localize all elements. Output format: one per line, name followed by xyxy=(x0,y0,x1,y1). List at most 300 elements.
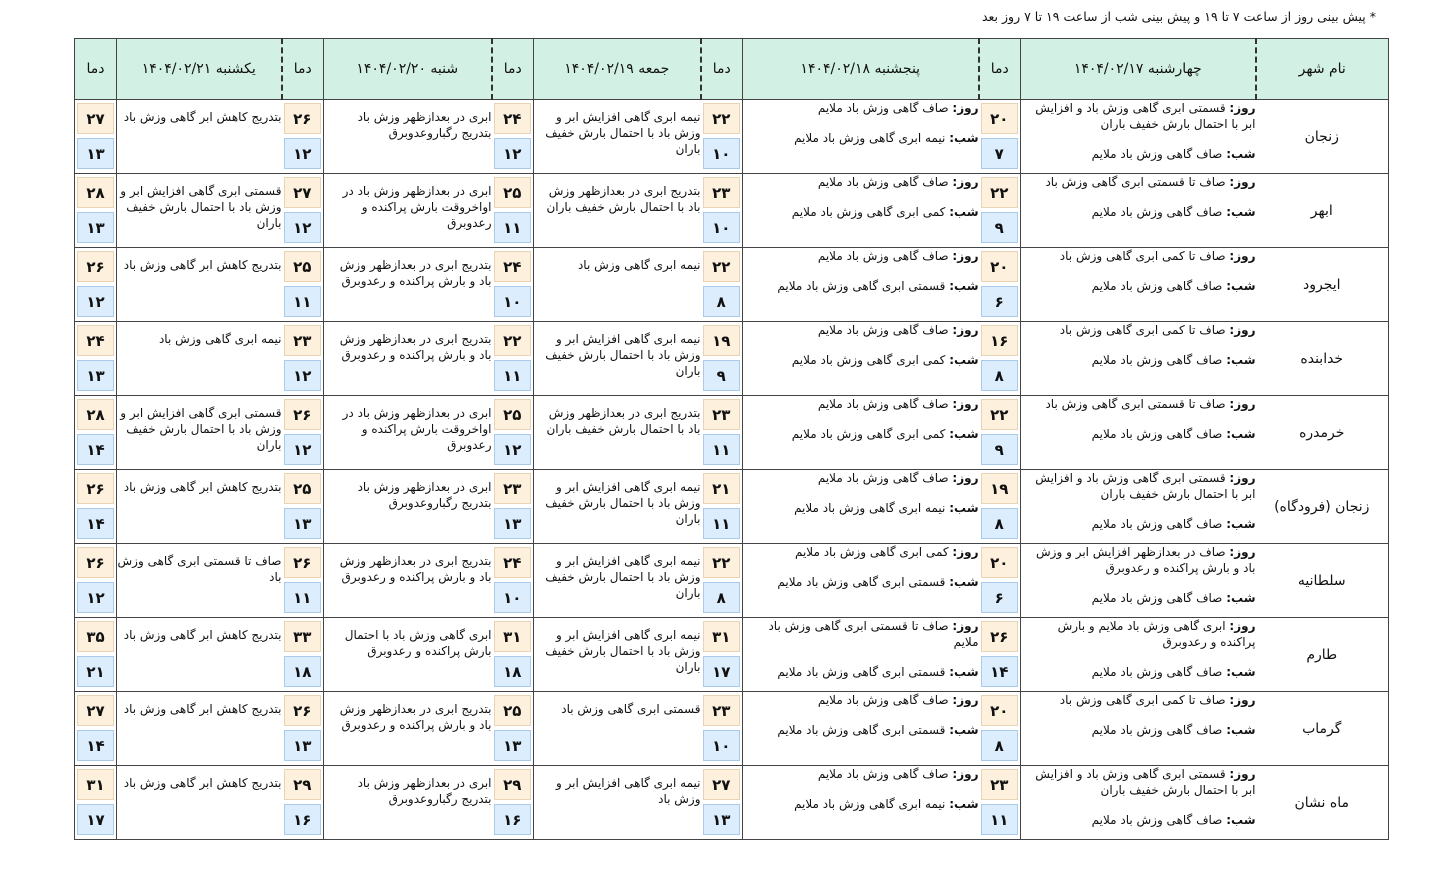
max-temp: ۲۳ xyxy=(284,325,322,356)
temp-box xyxy=(701,396,743,469)
day-label: روز: xyxy=(952,397,979,411)
temp-box xyxy=(492,544,534,617)
night-label: شب: xyxy=(1226,517,1256,531)
day-text: صاف تا کمی ابری گاهی وزش باد xyxy=(1059,249,1226,263)
city-name: طارم xyxy=(1256,618,1389,692)
min-temp: ۱۰ xyxy=(703,730,741,761)
min-temp: ۹ xyxy=(703,360,741,391)
forecast-text: بتدریج کاهش ابر گاهی وزش باد xyxy=(117,692,282,766)
min-temp: ۱۶ xyxy=(284,804,322,835)
forecast-text: قسمتی ابری گاهی افزایش ابر و وزش باد با احتمال بارش خفیف باران xyxy=(117,174,282,248)
max-temp: ۲۵ xyxy=(494,695,532,726)
day-text: صاف گاهی وزش باد ملایم xyxy=(817,693,949,707)
min-temp: ۶ xyxy=(981,582,1019,613)
forecast-text: ابری در بعدازظهر وزش باد بتدریج رگباروعدوبرق xyxy=(324,766,492,840)
forecast-day-night xyxy=(743,174,979,248)
forecast-text: ابری گاهی وزش باد با احتمال بارش پراکنده و رعدوبرق xyxy=(324,618,492,692)
city-name: ابهر xyxy=(1256,174,1389,248)
temp-cell xyxy=(282,618,324,692)
city-name: ایجرود xyxy=(1256,248,1389,322)
temp-cell xyxy=(492,766,534,840)
temp-box xyxy=(492,174,534,247)
day-forecast xyxy=(743,100,979,116)
temp-cell xyxy=(492,248,534,322)
day-text: صاف تا قسمتی ابری گاهی وزش باد xyxy=(1045,175,1226,189)
forecast-text: بتدریج کاهش ابر گاهی وزش باد xyxy=(117,618,282,692)
forecast-text: نیمه ابری گاهی افزایش ابر و وزش باد با احتمال بارش خفیف باران xyxy=(534,322,701,396)
temp-box xyxy=(492,470,534,543)
night-forecast xyxy=(1021,352,1256,368)
temp-box xyxy=(75,396,116,469)
min-temp: ۱۴ xyxy=(77,730,114,761)
max-temp: ۲۶ xyxy=(77,473,114,504)
night-text: نیمه ابری گاهی وزش باد ملایم xyxy=(794,501,946,515)
temp-cell xyxy=(979,470,1021,544)
min-temp: ۱۴ xyxy=(77,434,114,465)
temp-cell xyxy=(701,692,743,766)
forecast-day-night xyxy=(1021,692,1256,766)
night-forecast xyxy=(743,130,979,146)
night-forecast xyxy=(743,352,979,368)
night-text: قسمتی ابری گاهی وزش باد ملایم xyxy=(777,575,946,589)
max-temp: ۲۱ xyxy=(703,473,741,504)
temp-cell xyxy=(282,322,324,396)
city-row xyxy=(75,100,1389,174)
temp-cell xyxy=(75,174,117,248)
day-forecast xyxy=(1021,248,1256,264)
temp-cell xyxy=(282,470,324,544)
max-temp: ۲۰ xyxy=(981,103,1019,134)
temp-cell xyxy=(492,618,534,692)
day-forecast xyxy=(743,470,979,486)
night-label: شب: xyxy=(1226,279,1256,293)
min-temp: ۱۳ xyxy=(284,508,322,539)
max-temp: ۳۵ xyxy=(77,621,114,652)
min-temp: ۱۰ xyxy=(703,212,741,243)
max-temp: ۳۱ xyxy=(77,769,114,800)
temp-box xyxy=(979,766,1021,839)
max-temp: ۲۸ xyxy=(77,177,114,208)
day-label: روز: xyxy=(952,767,979,781)
temp-cell xyxy=(492,100,534,174)
night-text: صاف گاهی وزش باد ملایم xyxy=(1091,517,1223,531)
forecast-day-night xyxy=(1021,322,1256,396)
min-temp: ۸ xyxy=(981,360,1019,391)
city-row xyxy=(75,396,1389,470)
max-temp: ۲۷ xyxy=(703,769,741,800)
temp-cell xyxy=(979,322,1021,396)
forecast-day-night xyxy=(1021,470,1256,544)
day-header-2: پنجشنبه ۱۴۰۴/۰۲/۱۸ xyxy=(743,39,979,100)
forecast-day-night xyxy=(743,470,979,544)
night-text: نیمه ابری گاهی وزش باد ملایم xyxy=(794,131,946,145)
day-text: صاف تا کمی ابری گاهی وزش باد xyxy=(1059,323,1226,337)
temp-box xyxy=(701,692,743,765)
temp-box xyxy=(979,174,1021,247)
day-label: روز: xyxy=(952,619,979,633)
temp-cell xyxy=(282,544,324,618)
temp-box xyxy=(75,100,116,173)
temp-cell xyxy=(979,544,1021,618)
city-name: ماه نشان xyxy=(1256,766,1389,840)
temp-cell xyxy=(282,396,324,470)
max-temp: ۳۱ xyxy=(494,621,532,652)
min-temp: ۱۱ xyxy=(494,212,532,243)
forecast-day-night xyxy=(1021,174,1256,248)
temp-box xyxy=(75,618,116,691)
temp-box xyxy=(492,766,534,839)
min-temp: ۹ xyxy=(981,434,1019,465)
night-label: شب: xyxy=(949,797,979,811)
night-text: صاف گاهی وزش باد ملایم xyxy=(1091,723,1223,737)
night-text: کمی ابری گاهی وزش باد ملایم xyxy=(791,427,946,441)
day-label: روز: xyxy=(1229,101,1256,115)
night-label: شب: xyxy=(1226,813,1256,827)
day-text: قسمتی ابری گاهی وزش باد و افزایش ابر با احتمال بارش خفیف باران xyxy=(1035,471,1256,501)
max-temp: ۳۳ xyxy=(284,621,322,652)
max-temp: ۲۲ xyxy=(703,251,741,282)
temp-box xyxy=(979,322,1021,395)
temp-cell xyxy=(701,248,743,322)
max-temp: ۲۳ xyxy=(981,769,1019,800)
min-temp: ۱۲ xyxy=(284,138,322,169)
temp-box xyxy=(75,544,116,617)
temp-box xyxy=(701,248,743,321)
day-text: ابری گاهی وزش باد ملایم و بارش پراکنده و رعدوبرق xyxy=(1057,619,1256,649)
city-name: گرماب xyxy=(1256,692,1389,766)
night-label: شب: xyxy=(949,665,979,679)
max-temp: ۲۳ xyxy=(703,695,741,726)
temp-box xyxy=(282,100,324,173)
day-forecast xyxy=(1021,322,1256,338)
forecast-text: نیمه ابری گاهی افزایش ابر و وزش باد با احتمال بارش خفیف باران xyxy=(534,544,701,618)
min-temp: ۱۲ xyxy=(77,286,114,317)
night-text: صاف گاهی وزش باد ملایم xyxy=(1091,665,1223,679)
day-text: صاف گاهی وزش باد ملایم xyxy=(817,249,949,263)
max-temp: ۲۶ xyxy=(284,399,322,430)
forecast-day-night xyxy=(743,322,979,396)
city-row xyxy=(75,248,1389,322)
forecast-text: نیمه ابری گاهی وزش باد xyxy=(117,322,282,396)
max-temp: ۲۶ xyxy=(77,547,114,578)
temp-cell xyxy=(701,322,743,396)
night-forecast xyxy=(1021,516,1256,532)
max-temp: ۲۰ xyxy=(981,251,1019,282)
night-forecast xyxy=(743,574,979,590)
max-temp: ۲۶ xyxy=(284,695,322,726)
temp-box xyxy=(492,100,534,173)
temp-cell xyxy=(701,618,743,692)
temp-cell xyxy=(492,470,534,544)
temp-box xyxy=(282,618,324,691)
day-forecast xyxy=(1021,470,1256,502)
temp-box xyxy=(282,322,324,395)
night-label: شب: xyxy=(949,427,979,441)
min-temp: ۱۳ xyxy=(703,804,741,835)
forecast-time-note: * پیش بینی روز از ساعت ۷ تا ۱۹ و پیش بینی شب از ساعت ۱۹ تا ۷ روز بعد xyxy=(981,9,1376,24)
temp-box xyxy=(701,766,743,839)
day-forecast xyxy=(743,618,979,650)
night-forecast xyxy=(1021,722,1256,738)
temp-box xyxy=(75,174,116,247)
forecast-day-night xyxy=(743,766,979,840)
min-temp: ۱۲ xyxy=(494,434,532,465)
day-forecast xyxy=(1021,766,1256,798)
max-temp: ۲۶ xyxy=(981,621,1019,652)
min-temp: ۷ xyxy=(981,138,1019,169)
forecast-text: نیمه ابری گاهی وزش باد xyxy=(534,248,701,322)
temp-cell xyxy=(979,248,1021,322)
temp-cell xyxy=(75,544,117,618)
min-temp: ۱۳ xyxy=(284,730,322,761)
temp-cell xyxy=(979,766,1021,840)
max-temp: ۲۵ xyxy=(284,473,322,504)
city-row xyxy=(75,544,1389,618)
forecast-text: ابری در بعدازظهر وزش باد در اواخروقت بارش پراکنده و رعدوبرق xyxy=(324,396,492,470)
day-forecast xyxy=(1021,544,1256,576)
max-temp: ۲۲ xyxy=(981,177,1019,208)
night-forecast xyxy=(743,664,979,680)
day-text: قسمتی ابری گاهی وزش باد و افزایش ابر با احتمال بارش خفیف باران xyxy=(1035,767,1256,797)
temp-cell xyxy=(701,766,743,840)
temp-box xyxy=(701,544,743,617)
day-forecast xyxy=(743,544,979,560)
temp-header-3: دما xyxy=(492,39,534,100)
temp-box xyxy=(75,692,116,765)
min-temp: ۱۴ xyxy=(981,656,1019,687)
min-temp: ۱۳ xyxy=(77,212,114,243)
forecast-day-night xyxy=(743,100,979,174)
min-temp: ۱۶ xyxy=(494,804,532,835)
city-row xyxy=(75,322,1389,396)
max-temp: ۲۲ xyxy=(703,547,741,578)
max-temp: ۲۲ xyxy=(494,325,532,356)
temp-cell xyxy=(492,396,534,470)
forecast-text: بتدریج ابری در بعدازظهر وزش باد با احتمال بارش خفیف باران xyxy=(534,396,701,470)
temp-cell xyxy=(492,692,534,766)
min-temp: ۶ xyxy=(981,286,1019,317)
temp-cell xyxy=(282,766,324,840)
night-label: شب: xyxy=(1226,591,1256,605)
day-forecast xyxy=(743,248,979,264)
day-text: کمی ابری گاهی وزش باد ملایم xyxy=(794,545,949,559)
day-forecast xyxy=(1021,396,1256,412)
forecast-day-night xyxy=(1021,100,1256,174)
min-temp: ۱۰ xyxy=(494,582,532,613)
forecast-text: بتدریج کاهش ابر گاهی وزش باد xyxy=(117,248,282,322)
forecast-text: قسمتی ابری گاهی افزایش ابر و وزش باد با احتمال بارش خفیف باران xyxy=(117,396,282,470)
day-label: روز: xyxy=(1229,545,1256,559)
day-forecast xyxy=(743,692,979,708)
day-forecast xyxy=(1021,692,1256,708)
temp-cell xyxy=(75,248,117,322)
night-forecast xyxy=(743,426,979,442)
day-header-5: یکشنبه ۱۴۰۴/۰۲/۲۱ xyxy=(117,39,282,100)
temp-header-2: دما xyxy=(701,39,743,100)
night-forecast xyxy=(743,278,979,294)
day-label: روز: xyxy=(1229,619,1256,633)
min-temp: ۱۲ xyxy=(284,360,322,391)
temp-cell xyxy=(492,322,534,396)
night-label: شب: xyxy=(1226,427,1256,441)
night-label: شب: xyxy=(1226,665,1256,679)
min-temp: ۱۰ xyxy=(703,138,741,169)
night-forecast xyxy=(1021,204,1256,220)
temp-cell xyxy=(701,396,743,470)
forecast-text: ابری در بعدازظهر وزش باد بتدریج رگباروعدوبرق xyxy=(324,470,492,544)
temp-box xyxy=(979,544,1021,617)
max-temp: ۲۴ xyxy=(494,547,532,578)
forecast-text: بتدریج ابری در بعدازظهر وزش باد و بارش پراکنده و رعدوبرق xyxy=(324,248,492,322)
temp-cell xyxy=(75,100,117,174)
forecast-day-night xyxy=(1021,544,1256,618)
max-temp: ۲۸ xyxy=(77,399,114,430)
night-forecast xyxy=(743,796,979,812)
day-header-4: شنبه ۱۴۰۴/۰۲/۲۰ xyxy=(324,39,492,100)
night-text: صاف گاهی وزش باد ملایم xyxy=(1091,591,1223,605)
day-text: صاف تا کمی ابری گاهی وزش باد xyxy=(1059,693,1226,707)
temp-cell xyxy=(701,544,743,618)
max-temp: ۲۷ xyxy=(77,103,114,134)
min-temp: ۸ xyxy=(981,730,1019,761)
min-temp: ۱۰ xyxy=(494,286,532,317)
forecast-day-night xyxy=(743,396,979,470)
min-temp: ۱۲ xyxy=(284,212,322,243)
day-label: روز: xyxy=(952,249,979,263)
min-temp: ۸ xyxy=(703,582,741,613)
min-temp: ۱۱ xyxy=(284,582,322,613)
temp-cell xyxy=(492,544,534,618)
max-temp: ۲۴ xyxy=(494,251,532,282)
day-text: صاف گاهی وزش باد ملایم xyxy=(817,767,949,781)
temp-box xyxy=(701,618,743,691)
forecast-day-night xyxy=(1021,396,1256,470)
temp-box xyxy=(282,174,324,247)
min-temp: ۲۱ xyxy=(77,656,114,687)
city-name: زنجان xyxy=(1256,100,1389,174)
day-forecast xyxy=(1021,174,1256,190)
night-label: شب: xyxy=(1226,147,1256,161)
night-label: شب: xyxy=(949,131,979,145)
forecast-text: بتدریج ابری در بعدازظهر وزش باد و بارش پراکنده و رعدوبرق xyxy=(324,544,492,618)
min-temp: ۱۲ xyxy=(494,138,532,169)
day-label: روز: xyxy=(952,693,979,707)
max-temp: ۲۳ xyxy=(703,399,741,430)
day-text: صاف گاهی وزش باد ملایم xyxy=(817,397,949,411)
day-forecast xyxy=(743,396,979,412)
forecast-day-night xyxy=(1021,766,1256,840)
day-header-3: جمعه ۱۴۰۴/۰۲/۱۹ xyxy=(534,39,701,100)
day-text: قسمتی ابری گاهی وزش باد و افزایش ابر با احتمال بارش خفیف باران xyxy=(1035,101,1256,131)
temp-box xyxy=(75,766,116,839)
day-label: روز: xyxy=(952,471,979,485)
min-temp: ۱۳ xyxy=(77,138,114,169)
night-label: شب: xyxy=(949,279,979,293)
night-label: شب: xyxy=(949,205,979,219)
forecast-text: نیمه ابری گاهی افزایش ابر و وزش باد با احتمال بارش خفیف باران xyxy=(534,100,701,174)
max-temp: ۲۷ xyxy=(77,695,114,726)
temp-cell xyxy=(282,100,324,174)
max-temp: ۲۲ xyxy=(981,399,1019,430)
max-temp: ۱۹ xyxy=(981,473,1019,504)
max-temp: ۲۵ xyxy=(494,177,532,208)
day-forecast xyxy=(1021,100,1256,132)
max-temp: ۲۵ xyxy=(494,399,532,430)
day-text: صاف گاهی وزش باد ملایم xyxy=(817,101,949,115)
max-temp: ۱۹ xyxy=(703,325,741,356)
day-text: صاف در بعدازظهر افزایش ابر و وزش باد و بارش پراکنده و رعدوبرق xyxy=(1036,545,1256,575)
min-temp: ۱۷ xyxy=(77,804,114,835)
forecast-table xyxy=(74,38,1389,840)
night-text: کمی ابری گاهی وزش باد ملایم xyxy=(791,205,946,219)
temp-box xyxy=(701,100,743,173)
max-temp: ۲۳ xyxy=(703,177,741,208)
night-forecast xyxy=(1021,664,1256,680)
temp-box xyxy=(282,544,324,617)
forecast-text: ابری در بعدازظهر وزش باد بتدریج رگباروعدوبرق xyxy=(324,100,492,174)
night-forecast xyxy=(1021,278,1256,294)
min-temp: ۱۲ xyxy=(77,582,114,613)
temp-box xyxy=(492,248,534,321)
forecast-day-night xyxy=(743,618,979,692)
min-temp: ۱۲ xyxy=(284,434,322,465)
max-temp: ۲۶ xyxy=(77,251,114,282)
night-forecast xyxy=(1021,426,1256,442)
night-label: شب: xyxy=(1226,353,1256,367)
temp-box xyxy=(979,470,1021,543)
temp-cell xyxy=(282,174,324,248)
forecast-text: بتدریج ابری در بعدازظهر وزش باد و بارش پراکنده و رعدوبرق xyxy=(324,322,492,396)
temp-box xyxy=(282,470,324,543)
forecast-day-night xyxy=(743,692,979,766)
day-label: روز: xyxy=(1229,693,1256,707)
max-temp: ۲۰ xyxy=(981,695,1019,726)
forecast-day-night xyxy=(1021,618,1256,692)
temp-box xyxy=(282,248,324,321)
day-header-1: چهارشنبه ۱۴۰۴/۰۲/۱۷ xyxy=(1021,39,1256,100)
min-temp: ۱۴ xyxy=(77,508,114,539)
temp-box xyxy=(701,174,743,247)
temp-box xyxy=(979,248,1021,321)
day-label: روز: xyxy=(952,545,979,559)
max-temp: ۲۳ xyxy=(494,473,532,504)
city-row xyxy=(75,766,1389,840)
night-forecast xyxy=(743,204,979,220)
forecast-day-night xyxy=(743,248,979,322)
min-temp: ۱۳ xyxy=(494,508,532,539)
max-temp: ۲۲ xyxy=(703,103,741,134)
temp-box xyxy=(492,322,534,395)
city-row xyxy=(75,174,1389,248)
max-temp: ۳۱ xyxy=(703,621,741,652)
max-temp: ۲۹ xyxy=(494,769,532,800)
temp-cell xyxy=(282,248,324,322)
min-temp: ۱۸ xyxy=(284,656,322,687)
min-temp: ۸ xyxy=(981,508,1019,539)
forecast-text: صاف تا قسمتی ابری گاهی وزش باد xyxy=(117,544,282,618)
day-text: صاف گاهی وزش باد ملایم xyxy=(817,471,949,485)
temp-header-4: دما xyxy=(282,39,324,100)
day-label: روز: xyxy=(1229,397,1256,411)
forecast-text: بتدریج کاهش ابر گاهی وزش باد xyxy=(117,470,282,544)
temp-box xyxy=(979,618,1021,691)
temp-header-1: دما xyxy=(979,39,1021,100)
day-text: صاف تا قسمتی ابری گاهی وزش باد xyxy=(1045,397,1226,411)
max-temp: ۲۶ xyxy=(284,103,322,134)
day-text: صاف گاهی وزش باد ملایم xyxy=(817,323,949,337)
header-row xyxy=(75,39,1389,100)
night-text: صاف گاهی وزش باد ملایم xyxy=(1091,427,1223,441)
